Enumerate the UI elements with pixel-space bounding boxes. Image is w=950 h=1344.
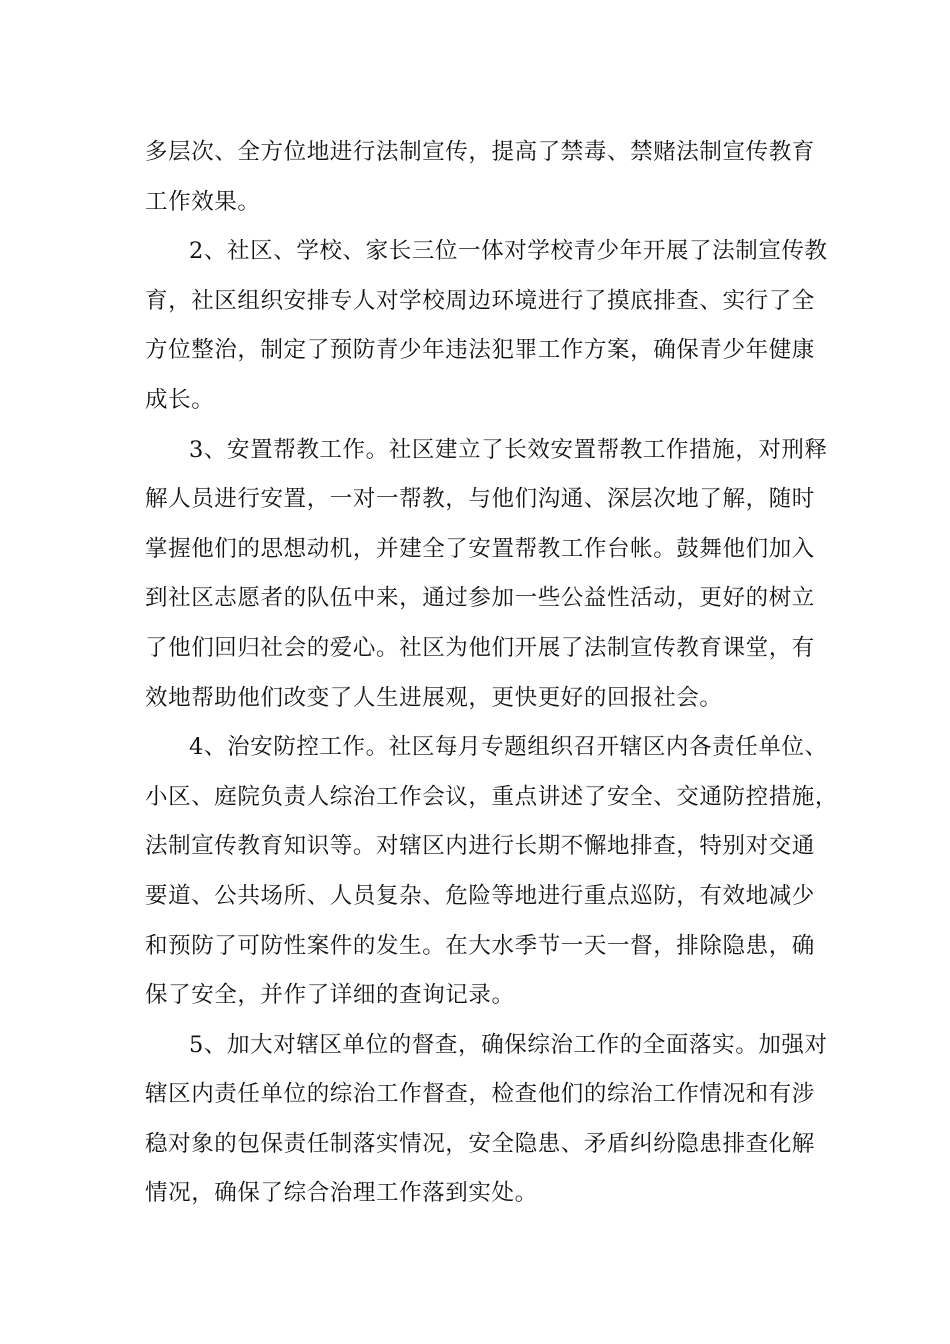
text-line: 效地帮助他们改变了人生进展观，更快更好的回报社会。 (145, 684, 723, 711)
text-line: 解人员进行安置，一对一帮教，与他们沟通、深层次地了解，随时 (145, 486, 815, 513)
text-line: 小区、庭院负责人综治工作会议，重点讲述了安全、交通防控措施， (145, 783, 839, 810)
text-line: 情况，确保了综合治理工作落到实处。 (145, 1180, 538, 1207)
text-line: 掌握他们的思想动机，并建全了安置帮教工作台帐。鼓舞他们加入 (145, 535, 815, 562)
text-line: 辖区内责任单位的综治工作督查，检查他们的综治工作情况和有涉 (145, 1081, 815, 1108)
paragraph-start-line: 4、治安防控工作。社区每月专题组织召开辖区内各责任单位、 (189, 734, 828, 761)
text-line: 要道、公共场所、人员复杂、危险等地进行重点巡防，有效地减少 (145, 882, 815, 909)
text-line: 到社区志愿者的队伍中来，通过参加一些公益性活动，更好的树立 (145, 585, 815, 612)
text-line: 稳对象的包保责任制落实情况，安全隐患、矛盾纠纷隐患排查化解 (145, 1130, 815, 1157)
paragraph-start-line: 5、加大对辖区单位的督查，确保综治工作的全面落实。加强对 (189, 1031, 828, 1058)
text-line: 保了安全，并作了详细的查询记录。 (145, 982, 515, 1009)
text-line: 工作效果。 (145, 188, 261, 215)
text-line: 育，社区组织安排专人对学校周边环境进行了摸底排查、实行了全 (145, 287, 815, 314)
text-line: 多层次、全方位地进行法制宣传，提高了禁毒、禁赌法制宣传教育 (145, 139, 815, 165)
text-line: 法制宣传教育知识等。对辖区内进行长期不懈地排查，特别对交通 (145, 833, 815, 860)
text-line: 了他们回归社会的爱心。社区为他们开展了法制宣传教育课堂，有 (145, 634, 815, 661)
document-body (145, 128, 839, 1219)
text-line: 和预防了可防性案件的发生。在大水季节一天一督，排除隐患，确 (145, 932, 815, 959)
text-line: 方位整治，制定了预防青少年违法犯罪工作方案，确保青少年健康 (145, 337, 815, 364)
text-line: 成长。 (145, 386, 215, 413)
paragraph-start-line: 3、安置帮教工作。社区建立了长效安置帮教工作措施，对刑释 (189, 436, 828, 463)
paragraph-start-line: 2、社区、学校、家长三位一体对学校青少年开展了法制宣传教 (189, 238, 828, 265)
